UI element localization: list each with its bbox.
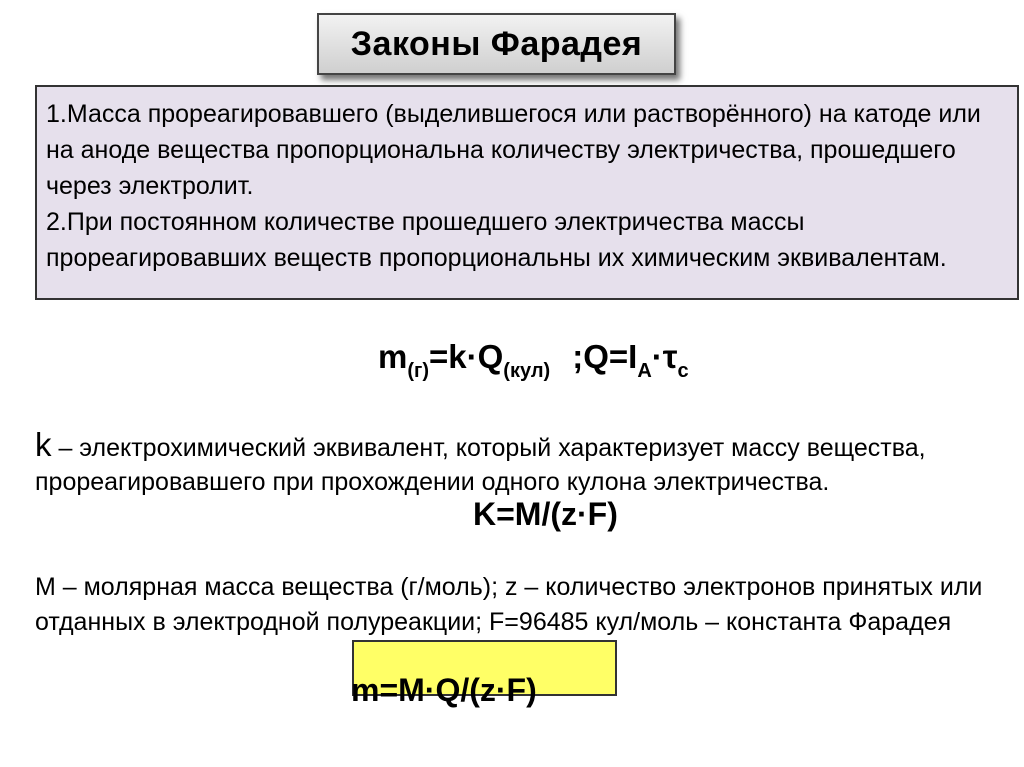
formula-tau-subscript: c [677, 360, 689, 382]
formula-m: m [378, 338, 408, 375]
laws-box [35, 85, 1019, 300]
variables-description: M – молярная масса вещества (г/моль); z – количество электронов принятых или отданных в электродной полуреакции; F=96485 кул/моль – константа Фарадея [35, 573, 983, 636]
formula-m-subscript: (г) [407, 360, 429, 382]
formula-kq: =k·Q [429, 338, 504, 375]
k-letter: k [35, 426, 52, 463]
law-2-text: 2.При постоянном количестве прошедшего электричества массы прореагировавших веществ пропорциональны их химическим эквивалентам. [46, 208, 947, 272]
final-formula: m=M·Q/(z·F) [351, 672, 537, 708]
k-definition [35, 428, 995, 499]
k-description: – электрохимический эквивалент, который характеризует массу вещества, прореагировавшего при прохождении одного кулона электричества. [35, 434, 926, 496]
formula-q-equals: ;Q=I [572, 338, 638, 375]
formula-tau: ·τ [651, 338, 678, 375]
equivalent-formula: K=M/(z·F) [473, 496, 618, 532]
mass-charge-formula [378, 338, 689, 383]
slide-title: Законы Фарадея [350, 24, 643, 63]
formula-i-subscript: A [637, 360, 652, 382]
law-1-text: 1.Масса прореагировавшего (выделившегося или растворённого) на катоде или на аноде вещества пропорциональна количеству электричества, прошедшего через электролит. [46, 100, 981, 200]
title-box [317, 13, 676, 75]
formula-q-subscript: (кул) [503, 360, 551, 382]
